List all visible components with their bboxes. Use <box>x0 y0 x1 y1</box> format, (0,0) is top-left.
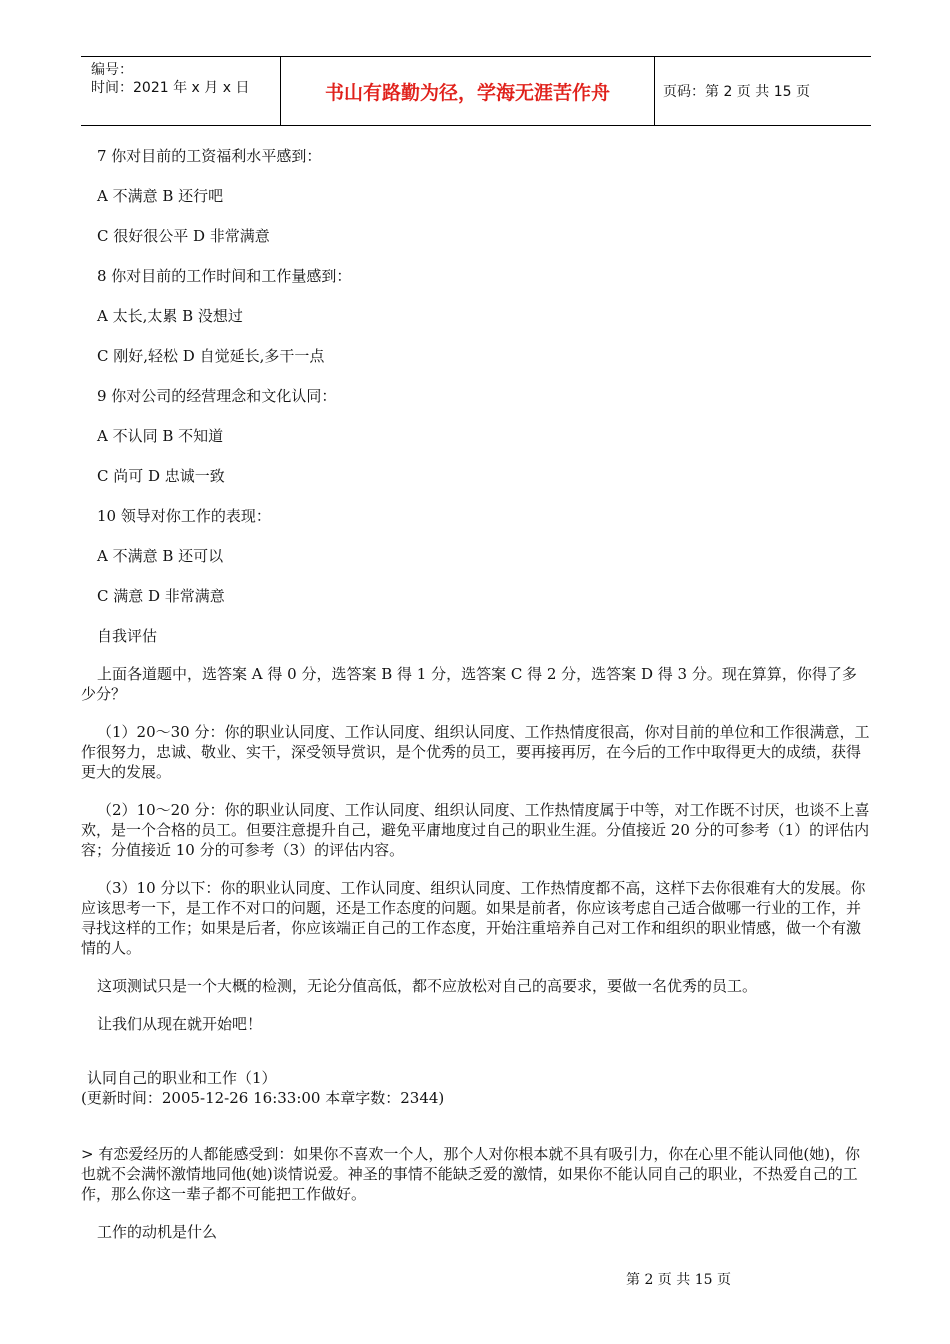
question-10: 10 领导对你工作的表现： <box>97 507 271 525</box>
question-7-options-ab: A 不满意 B 还行吧 <box>97 187 224 205</box>
header-page-label: 页码：第 2 页 共 15 页 <box>663 84 810 100</box>
time-label: 时间：2021 年 x 月 x 日 <box>91 80 250 96</box>
page-header <box>81 56 871 126</box>
chapter-meta: (更新时间：2005-12-26 16:33:00 本章字数：2344) <box>81 1089 445 1107</box>
scoring-paragraph: 上面各道题中，选答案 A 得 0 分，选答案 B 得 1 分，选答案 C 得 2 分，选答案 D 得 3 分。现在算算，你得了多少分？ <box>81 665 857 703</box>
question-9: 9 你对公司的经营理念和文化认同： <box>97 387 337 405</box>
self-evaluation-heading: 自我评估 <box>97 627 158 645</box>
test-note: 这项测试只是一个大概的检测，无论分值高低，都不应放松对自己的高要求，要做一名优秀的员工。 <box>97 977 758 995</box>
question-7: 7 你对目前的工资福利水平感到： <box>97 147 322 165</box>
question-9-options-cd: C 尚可 D 忠诚一致 <box>97 467 225 485</box>
question-8-options-ab: A 太长,太累 B 没想过 <box>97 307 243 325</box>
score-range-1: （1）20～30 分：你的职业认同度、工作认同度、组织认同度、工作热情度很高，你对目前的单位和工作很满意，工作很努力，忠诚、敬业、实干，深受领导赏识，是个优秀的员工，要再接再厉，在今后的工作中取得更大的成绩，获得更大的发展。 <box>81 723 870 781</box>
question-9-options-ab: A 不认同 B 不知道 <box>97 427 224 445</box>
header-meta <box>81 57 281 125</box>
document-body <box>81 146 871 1242</box>
question-8: 8 你对目前的工作时间和工作量感到： <box>97 267 352 285</box>
question-7-options-cd: C 很好很公平 D 非常满意 <box>97 227 270 245</box>
header-motto: 书山有路勤为径，学海无涯苦作舟 <box>281 57 655 125</box>
start-line: 让我们从现在就开始吧！ <box>97 1015 263 1033</box>
love-paragraph: > 有恋爱经历的人都能感受到：如果你不喜欢一个人，那个人对你根本就不具有吸引力，你在心里不能认同他(她)，你也就不会满怀激情地同他(她)谈情说爱。神圣的事情不能缺乏爱的激情，如果你不能认同自己的职业，不热爱自己的工作，那么你这一辈子都不可能把工作做好。 <box>81 1145 861 1203</box>
page-footer: 第 2 页 共 15 页 <box>626 1272 731 1288</box>
motive-heading: 工作的动机是什么 <box>97 1223 218 1241</box>
number-label: 编号： <box>91 62 133 78</box>
chapter-title: 认同自己的职业和工作（1） <box>87 1069 277 1087</box>
question-8-options-cd: C 刚好,轻松 D 自觉延长,多干一点 <box>97 347 325 365</box>
question-10-options-ab: A 不满意 B 还可以 <box>97 547 224 565</box>
score-range-2: （2）10～20 分：你的职业认同度、工作认同度、组织认同度、工作热情度属于中等，对工作既不讨厌，也谈不上喜欢，是一个合格的员工。但要注意提升自己，避免平庸地度过自己的职业生涯。分值接近 20 分的可参考（1）的评估内容；分值接近 10 分的可参考（3）的评估内容。 <box>81 801 870 859</box>
question-10-options-cd: C 满意 D 非常满意 <box>97 587 225 605</box>
score-range-3: （3）10 分以下：你的职业认同度、工作认同度、组织认同度、工作热情度都不高，这样下去你很难有大的发展。你应该思考一下，是工作不对口的问题，还是工作态度的问题。如果是前者，你应该考虑自己适合做哪一行业的工作，并寻找这样的工作；如果是后者，你应该端正自己的工作态度，开始注重培养自己对工作和组织的职业情感，做一个有激情的人。 <box>81 879 866 957</box>
